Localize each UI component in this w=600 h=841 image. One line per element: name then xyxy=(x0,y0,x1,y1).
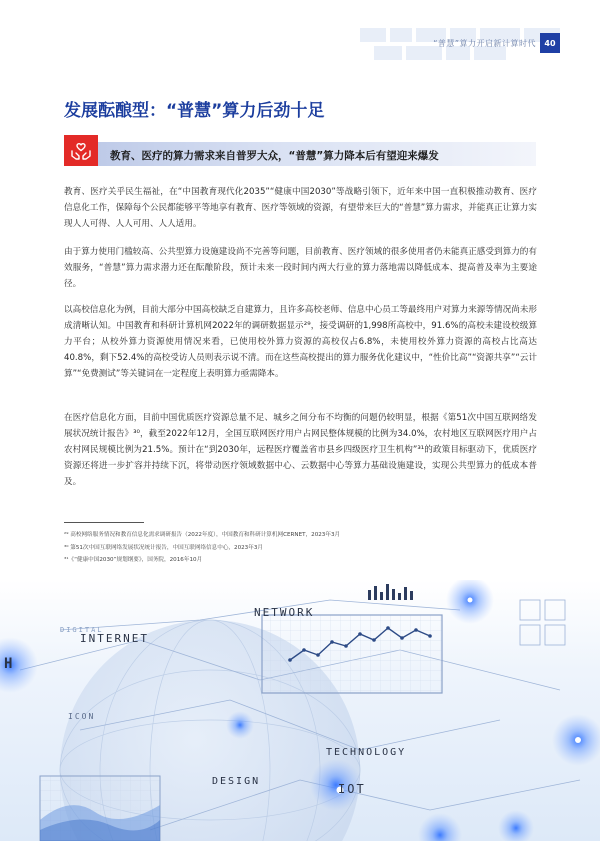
callout-text: 教育、医疗的算力需求来自普罗大众，“普慧”算力降本后有望迎来爆发 xyxy=(110,150,439,162)
art-label-digital: DIGITAL xyxy=(60,626,104,634)
art-label-network: NETWORK xyxy=(254,606,315,619)
art-label-h: H xyxy=(4,656,15,672)
footnote-31: ³¹《“健康中国2030”规划纲要》，国务院，2016年10月 xyxy=(64,557,203,563)
art-label-internet: INTERNET xyxy=(80,632,149,645)
paragraph-3: 以高校信息化为例，目前大部分中国高校缺乏自建算力，且许多高校老师、信息中心员工等最终用户对算力来源等情况尚未形成清晰认知。中国教育和科研计算机网2022年的调研数据显示²⁹，接受调研的1,998所高校中，91.6%的高校未建设校级算力平台；从校外算力资源使用情况来看，已使用校外算力资源的高校仅占6.8%，未使用校外算力资源的高校占比高达40.8%，剩下52.4%的高校受访人员则表示说不清。而在这些高校提出的算力服务优化建议中，“性价比高”“资源共享”“云计算”“免费测试”等关键词在一定程度上表明算力亟需降本。 xyxy=(64,305,537,379)
section-title: 发展酝酿型：“普慧”算力后劲十足 xyxy=(64,101,325,121)
paragraph-1: 教育、医疗关乎民生福祉，在“中国教育现代化2035”“健康中国2030”等战略引领下，近年来中国一直积极推动教育、医疗信息化工作，保障每个公民都能够平等地享有教育、医疗等领域的资源，有望带来巨大的“普慧”算力需求，并能真正让算力实现人人可得、人人可用、人人适用。 xyxy=(64,187,537,229)
art-label-iot: IOT xyxy=(338,782,366,796)
art-label-technology: TECHNOLOGY xyxy=(326,747,407,758)
footnote-29: ²⁹ 高校网络服务情况和教育信息化需求调研报告（2022年度），中国教育和科研计算机网CERNET，2023年3月 xyxy=(64,532,341,538)
page-number: 40 xyxy=(540,33,560,53)
art-label-design: DESIGN xyxy=(212,776,261,787)
running-title: “普慧”算力开启新计算时代 xyxy=(433,39,536,48)
paragraph-4: 在医疗信息化方面，目前中国优质医疗资源总量不足、城乡之间分布不均衡的问题仍较明显，根据《第51次中国互联网络发展状况统计报告》³⁰，截至2022年12月，全国互联网医疗用户占网民整体规模的比例为34.0%，农村地区互联网医疗用户占农村网民规模比例为21.5%。预计在“到2030年，远程医疗覆盖省市县乡四级医疗卫生机构”³¹的政策目标驱动下，优质医疗资源还将进一步扩容并持续下沉，将带动医疗领域数据中心、云数据中心等算力基础设施建设，实现公共型算力的低成本普及。 xyxy=(64,413,537,487)
callout-banner xyxy=(64,135,536,165)
footnote-divider xyxy=(64,522,144,523)
footnote-30: ³⁰ 第51次中国互联网络发展状况统计报告，中国互联网络信息中心，2023年3月 xyxy=(64,545,263,551)
health-education-icon xyxy=(64,135,98,166)
paragraph-2: 由于算力使用门槛较高、公共型算力设施建设尚不完善等问题，目前教育、医疗领域的很多使用者仍未能真正感受到算力的有效服务，“普慧”算力需求潜力还在酝酿阶段，预计未来一段时间内两大行业的算力落地需以降低成本、提高普及率为主要途径。 xyxy=(64,247,537,289)
art-label-icon: ICON xyxy=(68,712,96,721)
network-technology-illustration xyxy=(0,580,600,841)
